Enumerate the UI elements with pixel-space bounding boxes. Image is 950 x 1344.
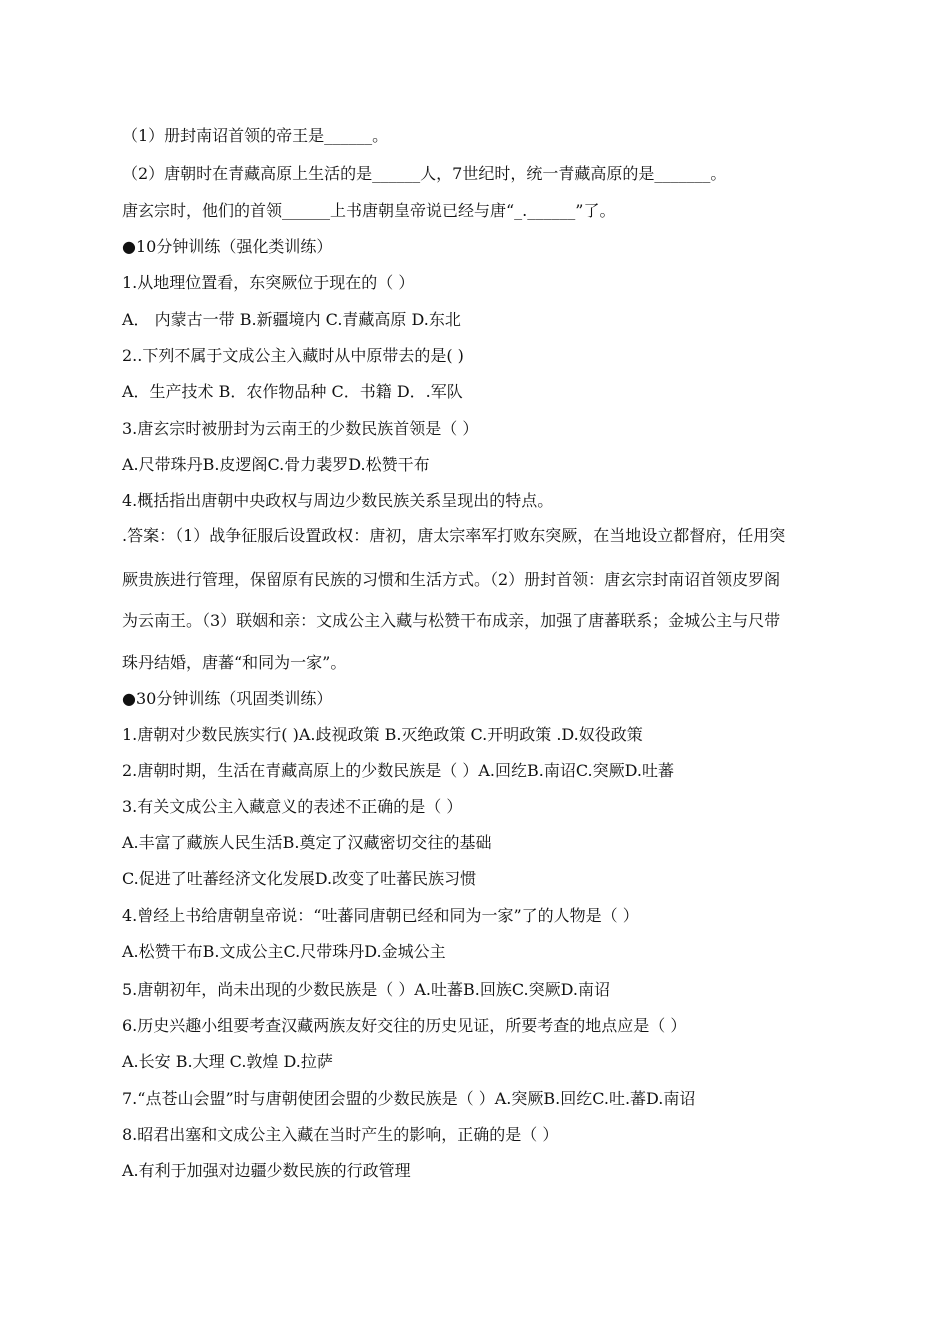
fill-question-1: （1）册封南诏首领的帝王是______。 — [122, 126, 389, 145]
q10-2-options: A．生产技术 B．农作物品种 C．书籍 D．.军队 — [122, 382, 463, 401]
q30-6-options: A.长安 B.大理 C.敦煌 D.拉萨 — [122, 1052, 333, 1071]
q30-1: 1.唐朝对少数民族实行( )A.歧视政策 B.灭绝政策 C.开明政策 .D.奴役政策 — [122, 725, 643, 744]
q30-8-stem: 8.昭君出塞和文成公主入藏在当时产生的影响，正确的是（ ） — [122, 1125, 559, 1144]
q10-1-options: A． 内蒙古一带 B.新疆境内 C.青藏高原 D.东北 — [122, 310, 461, 329]
section-heading-30min: ●30分钟训练（巩固类训练） — [122, 689, 333, 708]
answer-line-2: 厥贵族进行管理，保留原有民族的习惯和生活方式。（2）册封首领：唐玄宗封南诏首领皮罗阁 — [122, 570, 781, 589]
q30-7: 7.“点苍山会盟”时与唐朝使团会盟的少数民族是（ ）A.突厥B.回纥C.吐.蕃D.南诏 — [122, 1089, 696, 1108]
q30-4-stem: 4.曾经上书给唐朝皇帝说：“吐蕃同唐朝已经和同为一家”了的人物是（ ） — [122, 906, 639, 925]
answer-line-1: .答案：（1）战争征服后设置政权：唐初，唐太宗率军打败东突厥，在当地设立都督府，任用突 — [122, 526, 786, 545]
q30-3-options-ab: A.丰富了藏族人民生活B.奠定了汉藏密切交往的基础 — [122, 833, 492, 852]
q10-4-stem: 4.概括指出唐朝中央政权与周边少数民族关系呈现出的特点。 — [122, 491, 554, 510]
q30-5: 5.唐朝初年，尚未出现的少数民族是（ ）A.吐蕃B.回族C.突厥D.南诏 — [122, 980, 610, 999]
q30-6-stem: 6.历史兴趣小组要考查汉藏两族友好交往的历史见证，所要考查的地点应是（ ） — [122, 1016, 687, 1035]
section-heading-10min: ●10分钟训练（强化类训练） — [122, 237, 333, 256]
q30-4-options: A.松赞干布B.文成公主C.尺带珠丹D.金城公主 — [122, 942, 446, 961]
q30-3-options-cd: C.促进了吐蕃经济文化发展D.改变了吐蕃民族习惯 — [122, 869, 477, 888]
q10-3-options: A.尺带珠丹B.皮逻阁C.骨力裴罗D.松赞干布 — [122, 455, 430, 474]
answer-line-3: 为云南王。（3）联姻和亲：文成公主入藏与松赞干布成亲，加强了唐蕃联系；金城公主与尺带 — [122, 611, 781, 630]
q10-1-stem: 1.从地理位置看，东突厥位于现在的（ ） — [122, 273, 415, 292]
q30-2: 2.唐朝时期，生活在青藏高原上的少数民族是（ ）A.回纥B.南诏C.突厥D.吐蕃 — [122, 761, 674, 780]
fill-question-2: （2）唐朝时在青藏高原上生活的是______人，7世纪时，统一青藏高原的是_______。 — [122, 164, 727, 183]
q10-2-stem: 2..下列不属于文成公主入藏时从中原带去的是( ) — [122, 346, 464, 365]
q30-3-stem: 3.有关文成公主入藏意义的表述不正确的是（ ） — [122, 797, 463, 816]
q10-3-stem: 3.唐玄宗时被册封为云南王的少数民族首领是（ ） — [122, 419, 479, 438]
q30-8-option-a: A.有利于加强对边疆少数民族的行政管理 — [122, 1161, 411, 1180]
fill-question-3: 唐玄宗时，他们的首领______上书唐朝皇帝说已经与唐“_.______”了。 — [122, 201, 616, 220]
answer-line-4: 珠丹结婚，唐蕃“和同为一家”。 — [122, 653, 347, 672]
